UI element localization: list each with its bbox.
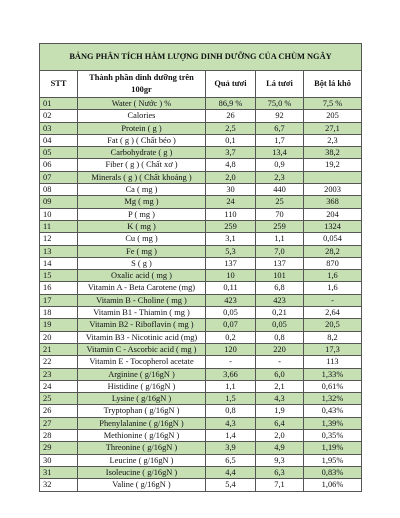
fresh-fruit-cell: 3,9: [206, 442, 256, 454]
fresh-leaf-cell: 1,7: [256, 134, 304, 146]
dry-leaf-powder-cell: 0,43%: [304, 405, 362, 417]
fresh-leaf-cell: 0,21: [256, 307, 304, 319]
fresh-leaf-cell: 75,0 %: [256, 98, 304, 110]
fresh-fruit-cell: 0,07: [206, 319, 256, 331]
table-row: [40, 171, 362, 183]
stt-cell: 30: [40, 454, 78, 466]
dry-leaf-powder-cell: 28,2: [304, 245, 362, 257]
component-cell: Histidine ( g/16gN ): [78, 380, 206, 392]
table-row: [40, 368, 362, 380]
fresh-leaf-cell: 423: [256, 294, 304, 306]
fresh-fruit-cell: 3,7: [206, 147, 256, 159]
table-title: BẢNG PHÂN TÍCH HÀM LƯỢNG DINH DƯỠNG CỦA CHÙM NGÂY: [40, 44, 362, 71]
component-cell: Vitamin B1 - Thiamin ( mg ): [78, 307, 206, 319]
dry-leaf-powder-cell: 1,06%: [304, 479, 362, 491]
fresh-leaf-cell: 6,7: [256, 122, 304, 134]
component-cell: K ( mg ): [78, 220, 206, 232]
component-cell: Tryptophan ( g/16gN ): [78, 405, 206, 417]
component-cell: Threonine ( g/16gN ): [78, 442, 206, 454]
table-row: [40, 245, 362, 257]
fresh-leaf-cell: 7,1: [256, 479, 304, 491]
stt-cell: 24: [40, 380, 78, 392]
stt-cell: 29: [40, 442, 78, 454]
nutrition-table: [39, 43, 362, 492]
component-cell: Isoleucine ( g/16gN ): [78, 466, 206, 478]
component-cell: P ( mg ): [78, 208, 206, 220]
component-cell: S ( g ): [78, 257, 206, 269]
dry-leaf-powder-cell: 1,6: [304, 282, 362, 294]
table-row: [40, 430, 362, 442]
fresh-leaf-cell: 7,0: [256, 245, 304, 257]
component-cell: Calories: [78, 110, 206, 122]
table-row: [40, 466, 362, 478]
fresh-leaf-cell: 2,1: [256, 380, 304, 392]
table-row: [40, 442, 362, 454]
stt-cell: 05: [40, 147, 78, 159]
table-row: [40, 331, 362, 343]
dry-leaf-powder-cell: 19,2: [304, 159, 362, 171]
fresh-leaf-cell: 25: [256, 196, 304, 208]
dry-leaf-powder-cell: 2,3: [304, 134, 362, 146]
fresh-leaf-cell: 9,3: [256, 454, 304, 466]
table-row: [40, 319, 362, 331]
component-cell: Protein ( g ): [78, 122, 206, 134]
component-cell: Vitamin E - Tocopherol acetate: [78, 356, 206, 368]
dry-leaf-powder-cell: 0,83%: [304, 466, 362, 478]
stt-cell: 19: [40, 319, 78, 331]
table-row: [40, 405, 362, 417]
stt-cell: 20: [40, 331, 78, 343]
fresh-leaf-cell: 13,4: [256, 147, 304, 159]
header-stt: STT: [40, 71, 78, 98]
fresh-fruit-cell: 120: [206, 343, 256, 355]
component-cell: Fiber ( g ) ( Chất xơ ): [78, 159, 206, 171]
fresh-fruit-cell: 6,5: [206, 454, 256, 466]
stt-cell: 17: [40, 294, 78, 306]
fresh-fruit-cell: 26: [206, 110, 256, 122]
stt-cell: 10: [40, 208, 78, 220]
component-cell: Cu ( mg ): [78, 233, 206, 245]
table-row: [40, 356, 362, 368]
stt-cell: 06: [40, 159, 78, 171]
stt-cell: 04: [40, 134, 78, 146]
dry-leaf-powder-cell: 0,054: [304, 233, 362, 245]
fresh-fruit-cell: 423: [206, 294, 256, 306]
dry-leaf-powder-cell: -: [304, 294, 362, 306]
fresh-fruit-cell: 4,4: [206, 466, 256, 478]
table-row: [40, 343, 362, 355]
component-cell: Lysine ( g/16gN ): [78, 393, 206, 405]
stt-cell: 28: [40, 430, 78, 442]
dry-leaf-powder-cell: 1,39%: [304, 417, 362, 429]
stt-cell: 16: [40, 282, 78, 294]
header-component: Thành phần dinh dưỡng trên 100gr: [78, 71, 206, 98]
stt-cell: 03: [40, 122, 78, 134]
header-row: [40, 71, 362, 98]
component-cell: Mg ( mg ): [78, 196, 206, 208]
fresh-leaf-cell: 4,9: [256, 442, 304, 454]
table-row: [40, 184, 362, 196]
dry-leaf-powder-cell: 113: [304, 356, 362, 368]
table-body: [40, 98, 362, 492]
dry-leaf-powder-cell: 1324: [304, 220, 362, 232]
stt-cell: 27: [40, 417, 78, 429]
component-cell: Leucine ( g/16gN ): [78, 454, 206, 466]
dry-leaf-powder-cell: 1,32%: [304, 393, 362, 405]
table-row: [40, 454, 362, 466]
fresh-fruit-cell: -: [206, 356, 256, 368]
table-row: [40, 393, 362, 405]
component-cell: Vitamin B3 - Nicotinic acid (mg): [78, 331, 206, 343]
fresh-leaf-cell: 6,3: [256, 466, 304, 478]
stt-cell: 08: [40, 184, 78, 196]
stt-cell: 15: [40, 270, 78, 282]
fresh-fruit-cell: 3,66: [206, 368, 256, 380]
fresh-fruit-cell: 137: [206, 257, 256, 269]
fresh-fruit-cell: 2,0: [206, 171, 256, 183]
fresh-fruit-cell: 10: [206, 270, 256, 282]
table-row: [40, 294, 362, 306]
fresh-fruit-cell: 0,8: [206, 405, 256, 417]
table-row: [40, 147, 362, 159]
stt-cell: 09: [40, 196, 78, 208]
fresh-leaf-cell: 0,05: [256, 319, 304, 331]
component-cell: Carbohydrate ( g ): [78, 147, 206, 159]
fresh-leaf-cell: 2,3: [256, 171, 304, 183]
stt-cell: 13: [40, 245, 78, 257]
table-row: [40, 257, 362, 269]
fresh-fruit-cell: 5,3: [206, 245, 256, 257]
table-row: [40, 98, 362, 110]
stt-cell: 32: [40, 479, 78, 491]
fresh-leaf-cell: 101: [256, 270, 304, 282]
component-cell: Vitamin B2 - Riboflavin ( mg ): [78, 319, 206, 331]
fresh-fruit-cell: 24: [206, 196, 256, 208]
table-row: [40, 479, 362, 491]
fresh-leaf-cell: 70: [256, 208, 304, 220]
stt-cell: 21: [40, 343, 78, 355]
component-cell: Oxalic acid ( mg ): [78, 270, 206, 282]
dry-leaf-powder-cell: 38,2: [304, 147, 362, 159]
table-row: [40, 307, 362, 319]
dry-leaf-powder-cell: 870: [304, 257, 362, 269]
fresh-fruit-cell: 0,05: [206, 307, 256, 319]
table-row: [40, 208, 362, 220]
fresh-fruit-cell: 3,1: [206, 233, 256, 245]
header-dry-leaf-powder: Bột lá khô: [304, 71, 362, 98]
fresh-leaf-cell: 1,1: [256, 233, 304, 245]
table-row: [40, 196, 362, 208]
fresh-leaf-cell: 0,9: [256, 159, 304, 171]
dry-leaf-powder-cell: 2,64: [304, 307, 362, 319]
stt-cell: 25: [40, 393, 78, 405]
fresh-leaf-cell: 6,4: [256, 417, 304, 429]
component-cell: Vitamin A - Beta Carotene (mg): [78, 282, 206, 294]
fresh-fruit-cell: 5,4: [206, 479, 256, 491]
fresh-leaf-cell: 1,9: [256, 405, 304, 417]
fresh-leaf-cell: 2,0: [256, 430, 304, 442]
stt-cell: 01: [40, 98, 78, 110]
stt-cell: 07: [40, 171, 78, 183]
table-row: [40, 122, 362, 134]
dry-leaf-powder-cell: 8,2: [304, 331, 362, 343]
dry-leaf-powder-cell: 17,3: [304, 343, 362, 355]
fresh-leaf-cell: -: [256, 356, 304, 368]
fresh-leaf-cell: 4,3: [256, 393, 304, 405]
fresh-fruit-cell: 4,3: [206, 417, 256, 429]
fresh-leaf-cell: 92: [256, 110, 304, 122]
fresh-fruit-cell: 1,5: [206, 393, 256, 405]
fresh-fruit-cell: 110: [206, 208, 256, 220]
stt-cell: 22: [40, 356, 78, 368]
component-cell: Vitamin B - Choline ( mg ): [78, 294, 206, 306]
header-fresh-fruit: Quả tươi: [206, 71, 256, 98]
fresh-leaf-cell: 6,0: [256, 368, 304, 380]
table-row: [40, 159, 362, 171]
stt-cell: 14: [40, 257, 78, 269]
fresh-fruit-cell: 0,1: [206, 134, 256, 146]
fresh-leaf-cell: 6,8: [256, 282, 304, 294]
fresh-fruit-cell: 0,2: [206, 331, 256, 343]
table-row: [40, 380, 362, 392]
dry-leaf-powder-cell: 1,6: [304, 270, 362, 282]
fresh-fruit-cell: 1,4: [206, 430, 256, 442]
fresh-fruit-cell: 0,11: [206, 282, 256, 294]
fresh-fruit-cell: 2,5: [206, 122, 256, 134]
dry-leaf-powder-cell: 2003: [304, 184, 362, 196]
stt-cell: 31: [40, 466, 78, 478]
dry-leaf-powder-cell: 204: [304, 208, 362, 220]
fresh-leaf-cell: 0,8: [256, 331, 304, 343]
fresh-leaf-cell: 440: [256, 184, 304, 196]
fresh-leaf-cell: 220: [256, 343, 304, 355]
component-cell: Ca ( mg ): [78, 184, 206, 196]
table-row: [40, 233, 362, 245]
dry-leaf-powder-cell: 20,5: [304, 319, 362, 331]
component-cell: Methionine ( g/16gN ): [78, 430, 206, 442]
component-cell: Valine ( g/16gN ): [78, 479, 206, 491]
dry-leaf-powder-cell: 1,33%: [304, 368, 362, 380]
component-cell: Arginine ( g/16gN ): [78, 368, 206, 380]
component-cell: Fe ( mg ): [78, 245, 206, 257]
dry-leaf-powder-cell: 205: [304, 110, 362, 122]
table-row: [40, 220, 362, 232]
dry-leaf-powder-cell: 7,5 %: [304, 98, 362, 110]
stt-cell: 12: [40, 233, 78, 245]
component-cell: Phenylalanine ( g/16gN ): [78, 417, 206, 429]
fresh-fruit-cell: 259: [206, 220, 256, 232]
dry-leaf-powder-cell: 0,61%: [304, 380, 362, 392]
dry-leaf-powder-cell: [304, 171, 362, 183]
dry-leaf-powder-cell: 368: [304, 196, 362, 208]
component-cell: Vitamin C - Ascorbic acid ( mg ): [78, 343, 206, 355]
fresh-fruit-cell: 30: [206, 184, 256, 196]
header-fresh-leaf: Lá tươi: [256, 71, 304, 98]
dry-leaf-powder-cell: 1,95%: [304, 454, 362, 466]
table-row: [40, 134, 362, 146]
table-row: [40, 282, 362, 294]
component-cell: Fat ( g ) ( Chất béo ): [78, 134, 206, 146]
table-row: [40, 417, 362, 429]
stt-cell: 11: [40, 220, 78, 232]
stt-cell: 26: [40, 405, 78, 417]
component-cell: Water ( Nước ) %: [78, 98, 206, 110]
table-row: [40, 270, 362, 282]
stt-cell: 23: [40, 368, 78, 380]
fresh-leaf-cell: 259: [256, 220, 304, 232]
dry-leaf-powder-cell: 27,1: [304, 122, 362, 134]
dry-leaf-powder-cell: 0,35%: [304, 430, 362, 442]
fresh-fruit-cell: 86,9 %: [206, 98, 256, 110]
stt-cell: 02: [40, 110, 78, 122]
fresh-fruit-cell: 1,1: [206, 380, 256, 392]
fresh-fruit-cell: 4,8: [206, 159, 256, 171]
table-row: [40, 110, 362, 122]
dry-leaf-powder-cell: 1,19%: [304, 442, 362, 454]
component-cell: Minerals ( g ) ( Chất khoáng ): [78, 171, 206, 183]
stt-cell: 18: [40, 307, 78, 319]
fresh-leaf-cell: 137: [256, 257, 304, 269]
